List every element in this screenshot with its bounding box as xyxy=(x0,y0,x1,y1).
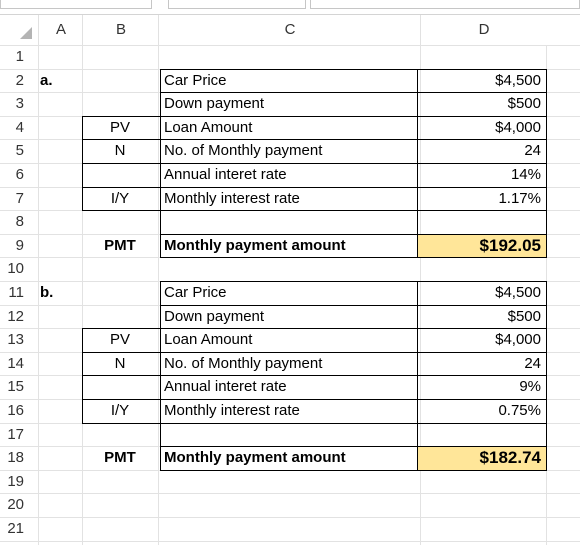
section-b-key-pv[interactable]: PV xyxy=(109,331,130,349)
row-gridline xyxy=(0,493,580,494)
section-a-value[interactable]: $500 xyxy=(507,95,541,113)
row-header-14[interactable]: 14 xyxy=(7,354,24,372)
section-b-value[interactable]: $4,500 xyxy=(495,284,541,301)
row-header-5[interactable]: 5 xyxy=(15,142,24,160)
section-a-value[interactable]: $4,500 xyxy=(495,71,541,89)
row-gridline xyxy=(0,45,580,46)
section-a-key-pv[interactable]: PV xyxy=(109,118,130,136)
section-b-value[interactable]: $500 xyxy=(507,307,541,325)
row-header-15[interactable]: 15 xyxy=(7,378,24,396)
section-b-c-border xyxy=(160,423,418,448)
row-header-13[interactable]: 13 xyxy=(7,331,24,349)
section-a-value[interactable]: 14% xyxy=(510,166,541,183)
section-b-label[interactable]: Car Price xyxy=(164,284,227,301)
row-header-11[interactable]: 11 xyxy=(8,284,24,301)
column-header-b[interactable]: B xyxy=(82,15,159,45)
row-header-2[interactable]: 2 xyxy=(15,71,24,89)
formula-bar-input[interactable] xyxy=(310,0,580,9)
row-header-9[interactable]: 9 xyxy=(15,236,24,254)
section-b-d-border xyxy=(417,423,547,448)
row-header-18[interactable]: 18 xyxy=(7,449,24,467)
formula-bar-strip xyxy=(0,0,580,12)
section-a-value[interactable]: 1.17% xyxy=(498,189,541,207)
section-a-key-iy[interactable]: I/Y xyxy=(110,189,130,207)
column-header-c[interactable]: C xyxy=(158,15,421,45)
section-a-pmt-label[interactable]: Monthly payment amount xyxy=(164,236,346,254)
section-a-label[interactable]: Down payment xyxy=(164,95,265,113)
section-a-value[interactable]: 24 xyxy=(524,142,541,160)
column-header-d[interactable]: D xyxy=(420,15,547,45)
row-header-12[interactable]: 12 xyxy=(7,307,24,325)
section-a-label[interactable]: Loan Amount xyxy=(164,118,253,136)
section-a-label[interactable]: Monthly interest rate xyxy=(164,189,300,207)
column-gridline xyxy=(38,45,39,545)
row-header-3[interactable]: 3 xyxy=(15,95,24,113)
row-header-7[interactable]: 7 xyxy=(15,189,24,207)
section-a-section-label[interactable]: a. xyxy=(40,71,53,89)
section-a-pmt-value[interactable]: $192.05 xyxy=(479,235,541,255)
row-header-19[interactable]: 19 xyxy=(7,472,24,490)
section-b-key-iy[interactable]: I/Y xyxy=(110,402,130,419)
row-header-8[interactable]: 8 xyxy=(15,213,24,231)
column-header-bar xyxy=(0,14,580,46)
select-all-triangle-icon xyxy=(20,27,32,39)
section-b-label[interactable]: Annual interet rate xyxy=(164,378,287,396)
row-header-20[interactable]: 20 xyxy=(7,496,24,514)
section-a-label[interactable]: No. of Monthly payment xyxy=(164,142,323,160)
section-b-b-border xyxy=(82,375,161,400)
section-a-c-border xyxy=(160,210,418,235)
row-header-6[interactable]: 6 xyxy=(15,166,24,183)
row-gridline xyxy=(0,517,580,518)
section-a-pmt-key[interactable]: PMT xyxy=(104,236,136,254)
column-header-a[interactable]: A xyxy=(38,15,83,45)
section-b-pmt-key[interactable]: PMT xyxy=(104,449,136,467)
select-all-corner[interactable] xyxy=(0,15,38,45)
section-b-label[interactable]: No. of Monthly payment xyxy=(164,354,323,372)
section-b-label[interactable]: Monthly interest rate xyxy=(164,402,300,419)
row-gridline xyxy=(0,541,580,542)
row-header-17[interactable]: 17 xyxy=(7,425,24,443)
row-header-1[interactable]: 1 xyxy=(15,48,24,65)
section-b-value[interactable]: 24 xyxy=(524,354,541,372)
section-b-pmt-value[interactable]: $182.74 xyxy=(479,448,541,468)
section-b-label[interactable]: Down payment xyxy=(164,307,265,325)
section-b-pmt-label[interactable]: Monthly payment amount xyxy=(164,449,346,467)
section-a-value[interactable]: $4,000 xyxy=(495,118,541,136)
section-b-value[interactable]: 9% xyxy=(519,378,541,396)
row-header-16[interactable]: 16 xyxy=(7,402,24,419)
row-header-10[interactable]: 10 xyxy=(7,260,24,278)
row-header-bar xyxy=(0,45,38,545)
section-a-d-border xyxy=(417,210,547,235)
section-b-value[interactable]: 0.75% xyxy=(498,402,541,419)
section-b-key-n[interactable]: N xyxy=(114,354,126,372)
section-b-value[interactable]: $4,000 xyxy=(495,331,541,349)
section-a-label[interactable]: Annual interet rate xyxy=(164,166,287,183)
name-box[interactable] xyxy=(0,0,152,9)
section-b-section-label[interactable]: b. xyxy=(40,284,54,301)
row-header-4[interactable]: 4 xyxy=(15,118,24,136)
section-a-label[interactable]: Car Price xyxy=(164,71,227,89)
section-a-key-n[interactable]: N xyxy=(114,142,126,160)
formula-bar-left[interactable] xyxy=(168,0,306,9)
section-a-b-border xyxy=(82,163,161,188)
row-header-21[interactable]: 21 xyxy=(7,520,24,537)
section-b-label[interactable]: Loan Amount xyxy=(164,331,253,349)
